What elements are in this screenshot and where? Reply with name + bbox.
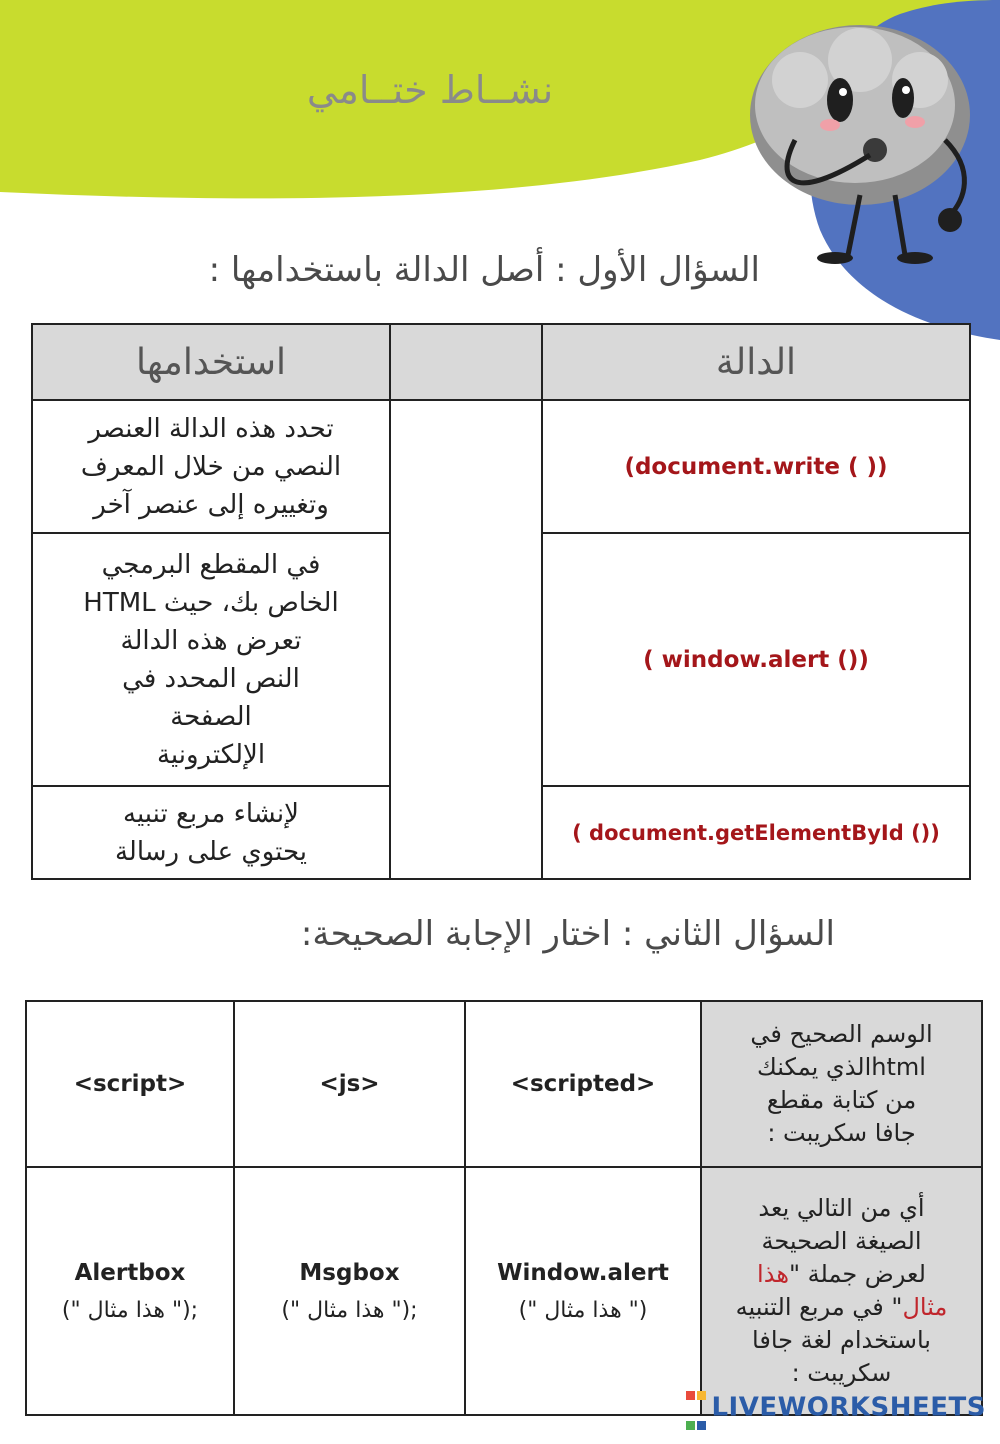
highlighted-text: مثال: [902, 1293, 948, 1321]
option-msgbox[interactable]: [234, 1167, 465, 1415]
highlighted-text: هذا: [757, 1260, 789, 1288]
function-header: الدالة: [542, 324, 970, 400]
option-scripted[interactable]: <scripted>: [465, 1001, 701, 1167]
option-name: Alertbox: [74, 1259, 186, 1286]
liveworksheets-logo: [685, 1378, 986, 1438]
option-args: (" هذا مثال ");: [281, 1297, 418, 1323]
usage-text: يحتوي على رسالة: [114, 836, 308, 867]
usage-text: النص المحدد في: [122, 663, 300, 694]
function-cell[interactable]: ( window.alert ()): [542, 533, 970, 786]
question-text: سكريبت :: [791, 1359, 892, 1387]
usage-text: النصي من خلال المعرف: [80, 451, 342, 482]
function-cell[interactable]: (document.write ( )): [542, 400, 970, 533]
option-name: Window.alert: [497, 1259, 669, 1286]
question-text: باستخدام لغة جافا: [752, 1326, 931, 1354]
option-args: (" هذا مثال ");: [61, 1297, 199, 1323]
question-2-heading: السؤال الثاني : اختار الإجابة الصحيحة:: [300, 914, 835, 954]
question-text: من كتابة مقطع: [766, 1086, 917, 1114]
matching-table-header: [32, 324, 970, 400]
question-text: جافا سكريبت :: [767, 1119, 916, 1147]
usage-cell[interactable]: [32, 533, 390, 786]
table-row: [32, 400, 970, 533]
option-js[interactable]: <js>: [234, 1001, 465, 1167]
page-title: نشــاط ختــامي: [306, 68, 554, 112]
answer-header: [390, 324, 542, 400]
logo-blocks-icon: [685, 1378, 707, 1438]
question-text-part: " في مربع التنبيه: [735, 1293, 903, 1321]
function-cell[interactable]: ( document.getElementById ()): [542, 786, 970, 879]
answer-drop-zone[interactable]: [390, 400, 542, 879]
option-args: (" هذا مثال "): [518, 1297, 648, 1323]
usage-text: الصفحة: [170, 701, 252, 732]
usage-text: في المقطع البرمجي: [101, 549, 321, 580]
question-text: الصيغة الصحيحة: [761, 1227, 922, 1255]
question-text: الوسم الصحيح في: [750, 1020, 933, 1048]
question-text-part: لعرض جملة ": [788, 1260, 926, 1288]
logo-text: LIVEWORKSHEETS: [711, 1392, 986, 1423]
question-text: [710, 1258, 973, 1291]
usage-text: وتغييره إلى عنصر آخر: [93, 489, 329, 520]
usage-cell[interactable]: [32, 786, 390, 879]
question-1-heading: السؤال الأول : أصل الدالة باستخدامها :: [208, 250, 760, 290]
question-text: htmlالذي يمكنك: [757, 1053, 926, 1081]
matching-table: [31, 323, 971, 880]
question-text: [710, 1291, 973, 1324]
option-name: Msgbox: [299, 1259, 400, 1286]
table-row: [26, 1001, 982, 1167]
usage-text: الخاص بك، حيث HTML: [83, 587, 339, 618]
option-alertbox[interactable]: [26, 1167, 234, 1415]
usage-text: لإنشاء مربع تنبيه: [123, 798, 299, 829]
question-cell: [701, 1001, 982, 1167]
usage-header: استخدامها: [32, 324, 390, 400]
question-text: أي من التالي يعد: [758, 1194, 925, 1222]
usage-text: الإلكترونية: [156, 739, 266, 770]
option-script[interactable]: <script>: [26, 1001, 234, 1167]
usage-text: تعرض هذه الدالة: [120, 625, 302, 656]
option-window-alert[interactable]: [465, 1167, 701, 1415]
multiple-choice-table: [25, 1000, 983, 1416]
usage-text: تحدد هذه الدالة العنصر: [88, 413, 334, 444]
usage-cell[interactable]: [32, 400, 390, 533]
